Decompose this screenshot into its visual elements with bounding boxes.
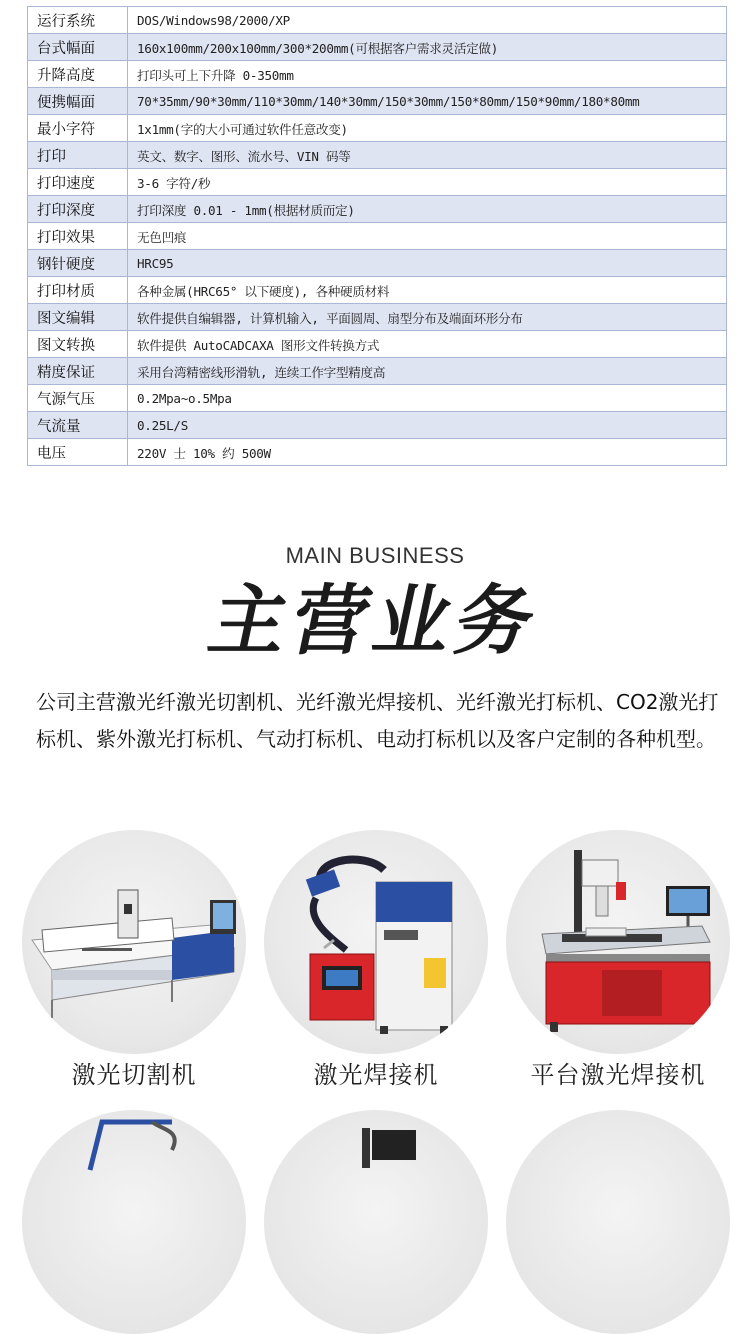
spec-label: 打印速度: [28, 169, 128, 196]
product-name: 激光切割机: [71, 1061, 197, 1089]
spec-label: 钢针硬度: [28, 250, 128, 277]
spec-label: 升降高度: [28, 61, 128, 88]
spec-value: 70*35mm/90*30mm/110*30mm/140*30mm/150*30mm/150*80mm/150*90mm/180*80mm: [128, 88, 727, 115]
spec-value: 软件提供自编辑器, 计算机输入, 平面圆周、扇型分布及端面环形分布: [128, 304, 727, 331]
spec-row: [28, 115, 727, 142]
spec-value: 打印头可上下升降 0-350mm: [128, 61, 727, 88]
spec-table: [27, 6, 727, 466]
spec-row: [28, 250, 727, 277]
product-image-partial-1: [22, 1110, 246, 1334]
spec-value: 160x100mm/200x100mm/300*200mm(可根据客户需求灵活定做): [128, 34, 727, 61]
section-title-en: MAIN BUSINESS: [285, 543, 465, 568]
spec-label: 最小字符: [28, 115, 128, 142]
spec-value: 0.25L/S: [128, 412, 727, 439]
spec-label: 气流量: [28, 412, 128, 439]
spec-value: HRC95: [128, 250, 727, 277]
spec-value: DOS/Windows98/2000/XP: [128, 7, 727, 34]
spec-row: [28, 358, 727, 385]
spec-row: [28, 169, 727, 196]
product-image-partial-2: [264, 1110, 488, 1334]
spec-label: 图文编辑: [28, 304, 128, 331]
spec-value: 无色凹痕: [128, 223, 727, 250]
spec-value: 0.2Mpa~o.5Mpa: [128, 385, 727, 412]
platform-laser-welder-image: [506, 830, 730, 1054]
spec-value: 采用台湾精密线形滑轨, 连续工作字型精度高: [128, 358, 727, 385]
spec-value: 1x1mm(字的大小可通过软件任意改变): [128, 115, 727, 142]
spec-label: 图文转换: [28, 331, 128, 358]
spec-label: 气源气压: [28, 385, 128, 412]
section-title-cn: 主营业务: [201, 576, 549, 665]
spec-row: [28, 61, 727, 88]
spec-row: [28, 439, 727, 466]
spec-value: 各种金属(HRC65° 以下硬度), 各种硬质材料: [128, 277, 727, 304]
spec-label: 运行系统: [28, 7, 128, 34]
product-name: 激光焊接机: [313, 1061, 439, 1089]
spec-row: [28, 196, 727, 223]
spec-row: [28, 331, 727, 358]
spec-row: [28, 142, 727, 169]
spec-label: 打印材质: [28, 277, 128, 304]
spec-value: 打印深度 0.01 - 1mm(根据材质而定): [128, 196, 727, 223]
spec-row: [28, 277, 727, 304]
spec-label: 精度保证: [28, 358, 128, 385]
spec-row: [28, 88, 727, 115]
spec-row: [28, 385, 727, 412]
product-name: 平台激光焊接机: [530, 1061, 706, 1089]
spec-value: 英文、数字、图形、流水号、VIN 码等: [128, 142, 727, 169]
spec-row: [28, 223, 727, 250]
spec-value: 软件提供 AutoCADCAXA 图形文件转换方式: [128, 331, 727, 358]
product-image-partial-3: [506, 1110, 730, 1334]
laser-cutting-machine-image: [22, 830, 246, 1054]
spec-label: 电压: [28, 439, 128, 466]
handheld-laser-welder-image: [264, 830, 488, 1054]
spec-value: 3-6 字符/秒: [128, 169, 727, 196]
spec-label: 打印效果: [28, 223, 128, 250]
spec-label: 打印: [28, 142, 128, 169]
spec-row: [28, 34, 727, 61]
spec-label: 便携幅面: [28, 88, 128, 115]
spec-label: 台式幅面: [28, 34, 128, 61]
spec-row: [28, 412, 727, 439]
intro-paragraph: 公司主营激光纤激光切割机、光纤激光焊接机、光纤激光打标机、CO2激光打标机、紫外激光打标机、气动打标机、电动打标机以及客户定制的各种机型。: [36, 690, 719, 751]
spec-row: [28, 7, 727, 34]
spec-label: 打印深度: [28, 196, 128, 223]
spec-value: 220V 士 10% 约 500W: [128, 439, 727, 466]
spec-row: [28, 304, 727, 331]
